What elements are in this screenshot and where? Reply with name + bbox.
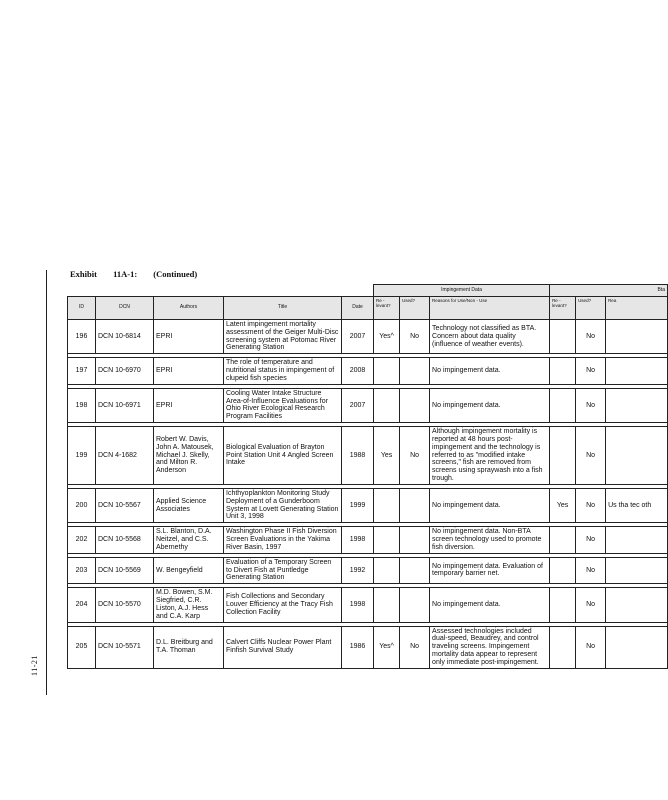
cell-bta-used: No bbox=[576, 488, 606, 522]
cell-id: 200 bbox=[68, 488, 96, 522]
cell-id: 198 bbox=[68, 388, 96, 422]
table-row bbox=[68, 320, 668, 354]
col-header-authors: Authors bbox=[154, 297, 224, 320]
cell-dcn: DCN 10-6971 bbox=[96, 388, 154, 422]
col-header-bta-relevant: Re - levant? bbox=[550, 297, 576, 320]
group-header-row bbox=[68, 285, 668, 297]
col-header-bta-reasons: Rea bbox=[606, 297, 668, 320]
cell-title: Biological Evaluation of Brayton Point Station Unit 4 Angled Screen Intake bbox=[224, 427, 342, 485]
exhibit-number: 11A-1: bbox=[113, 269, 138, 279]
cell-bta-reasons bbox=[606, 557, 668, 583]
cell-date: 2007 bbox=[342, 320, 374, 354]
cell-imp-relevant: Yes^ bbox=[374, 626, 400, 668]
cell-date: 1999 bbox=[342, 488, 374, 522]
cell-imp-relevant bbox=[374, 527, 400, 553]
cell-bta-relevant: Yes bbox=[550, 488, 576, 522]
cell-bta-reasons bbox=[606, 427, 668, 485]
cell-bta-reasons bbox=[606, 588, 668, 622]
cell-imp-relevant bbox=[374, 358, 400, 384]
cell-title: Fish Collections and Secondary Louver Efficiency at the Tracy Fish Collection Facility bbox=[224, 588, 342, 622]
cell-id: 205 bbox=[68, 626, 96, 668]
cell-imp-relevant bbox=[374, 488, 400, 522]
cell-imp-used bbox=[400, 358, 430, 384]
cell-id: 196 bbox=[68, 320, 96, 354]
cell-bta-relevant bbox=[550, 358, 576, 384]
cell-imp-used: No bbox=[400, 320, 430, 354]
cell-bta-used: No bbox=[576, 527, 606, 553]
side-page-number: 11-21 bbox=[30, 655, 39, 676]
table-body bbox=[68, 320, 668, 669]
col-header-title: Title bbox=[224, 297, 342, 320]
exhibit-title bbox=[70, 269, 211, 279]
cell-bta-used: No bbox=[576, 358, 606, 384]
cell-imp-reasons: No impingement data. Evaluation of temporary barrier net. bbox=[430, 557, 550, 583]
cell-bta-relevant bbox=[550, 626, 576, 668]
cell-imp-reasons: No impingement data. Non-BTA screen technology used to promote fish diversion. bbox=[430, 527, 550, 553]
cell-authors: W. Bengeyfield bbox=[154, 557, 224, 583]
cell-title: Washington Phase II Fish Diversion Screen Evaluations in the Yakima River Basin, 1997 bbox=[224, 527, 342, 553]
cell-date: 1992 bbox=[342, 557, 374, 583]
cell-id: 202 bbox=[68, 527, 96, 553]
cell-imp-used: No bbox=[400, 626, 430, 668]
col-header-bta-used: Used? bbox=[576, 297, 606, 320]
group-header-blank bbox=[68, 285, 374, 297]
cell-title: Ichthyoplankton Monitoring Study Deployment of a Gunderboom System at Lovett Generating Station Unit 3, 1998 bbox=[224, 488, 342, 522]
cell-title: Evaluation of a Temporary Screen to Divert Fish at Puntledge Generating Station bbox=[224, 557, 342, 583]
cell-date: 1998 bbox=[342, 588, 374, 622]
cell-imp-relevant: Yes^ bbox=[374, 320, 400, 354]
cell-bta-relevant bbox=[550, 527, 576, 553]
cell-id: 197 bbox=[68, 358, 96, 384]
cell-id: 199 bbox=[68, 427, 96, 485]
table-row bbox=[68, 388, 668, 422]
col-header-imp-relevant: Re - levant? bbox=[374, 297, 400, 320]
cell-title: Calvert Cliffs Nuclear Power Plant Finfish Survival Study bbox=[224, 626, 342, 668]
cell-authors: M.D. Bowen, S.M. Siegfried, C.R. Liston, A.J. Hess and C.A. Karp bbox=[154, 588, 224, 622]
table-container bbox=[67, 284, 666, 695]
group-header-impingement: Impingement Data bbox=[374, 285, 550, 297]
cell-bta-relevant bbox=[550, 427, 576, 485]
cell-imp-relevant: Yes bbox=[374, 427, 400, 485]
cell-bta-relevant bbox=[550, 320, 576, 354]
cell-imp-used: No bbox=[400, 427, 430, 485]
cell-imp-reasons: Assessed technologies included dual-speed, Beaudrey, and control traveling screens. Impingement mortality data appear to represent only immediate post-impingement. bbox=[430, 626, 550, 668]
cell-title: The role of temperature and nutritional status in impingement of clupeid fish species bbox=[224, 358, 342, 384]
cell-authors: EPRI bbox=[154, 358, 224, 384]
cell-title: Cooling Water Intake Structure Area-of-Influence Evaluations for Ohio River Ecological Research Program Facilities bbox=[224, 388, 342, 422]
cell-bta-reasons: Us tha tec oth bbox=[606, 488, 668, 522]
cell-imp-used bbox=[400, 588, 430, 622]
cell-bta-relevant bbox=[550, 388, 576, 422]
cell-id: 203 bbox=[68, 557, 96, 583]
cell-authors: Applied Science Associates bbox=[154, 488, 224, 522]
table-row bbox=[68, 427, 668, 485]
cell-bta-used: No bbox=[576, 388, 606, 422]
table-row bbox=[68, 527, 668, 553]
cell-dcn: DCN 10-6970 bbox=[96, 358, 154, 384]
cell-bta-used: No bbox=[576, 557, 606, 583]
cell-dcn: DCN 4-1682 bbox=[96, 427, 154, 485]
cell-dcn: DCN 10-5570 bbox=[96, 588, 154, 622]
studies-table bbox=[67, 284, 668, 669]
cell-imp-used bbox=[400, 488, 430, 522]
group-header-bta: Bta bbox=[550, 285, 668, 297]
cell-bta-reasons bbox=[606, 320, 668, 354]
cell-date: 2008 bbox=[342, 358, 374, 384]
page-margin-line bbox=[46, 270, 47, 695]
cell-imp-reasons: No impingement data. bbox=[430, 388, 550, 422]
cell-imp-used bbox=[400, 388, 430, 422]
cell-authors: D.L. Breitburg and T.A. Thoman bbox=[154, 626, 224, 668]
cell-bta-used: No bbox=[576, 588, 606, 622]
cell-id: 204 bbox=[68, 588, 96, 622]
cell-dcn: DCN 10-5569 bbox=[96, 557, 154, 583]
cell-authors: EPRI bbox=[154, 320, 224, 354]
cell-imp-used bbox=[400, 557, 430, 583]
cell-authors: S.L. Blanton, D.A. Neitzel, and C.S. Abernethy bbox=[154, 527, 224, 553]
column-header-row bbox=[68, 297, 668, 320]
cell-date: 1998 bbox=[342, 527, 374, 553]
col-header-imp-reasons: Reasons for Use/Non - Use bbox=[430, 297, 550, 320]
cell-bta-relevant bbox=[550, 557, 576, 583]
table-row bbox=[68, 557, 668, 583]
col-header-id: ID bbox=[68, 297, 96, 320]
cell-bta-reasons bbox=[606, 388, 668, 422]
cell-bta-used: No bbox=[576, 320, 606, 354]
table-row bbox=[68, 358, 668, 384]
cell-bta-used: No bbox=[576, 626, 606, 668]
cell-imp-reasons: No impingement data. bbox=[430, 488, 550, 522]
cell-date: 1986 bbox=[342, 626, 374, 668]
cell-imp-used bbox=[400, 527, 430, 553]
cell-dcn: DCN 10-5568 bbox=[96, 527, 154, 553]
cell-authors: EPRI bbox=[154, 388, 224, 422]
cell-imp-reasons: No impingement data. bbox=[430, 358, 550, 384]
cell-imp-relevant bbox=[374, 388, 400, 422]
table-row bbox=[68, 588, 668, 622]
cell-dcn: DCN 10-5571 bbox=[96, 626, 154, 668]
exhibit-label: Exhibit bbox=[70, 269, 97, 279]
cell-bta-relevant bbox=[550, 588, 576, 622]
cell-imp-reasons: Although impingement mortality is reported at 48 hours post-impingement and the technology is referred to as "modified intake screens," fish are removed from screens using spraywash into a fish trough. bbox=[430, 427, 550, 485]
cell-bta-used: No bbox=[576, 427, 606, 485]
cell-imp-relevant bbox=[374, 557, 400, 583]
cell-dcn: DCN 10-6814 bbox=[96, 320, 154, 354]
cell-imp-reasons: No impingement data. bbox=[430, 588, 550, 622]
cell-authors: Robert W. Davis, John A. Matousek, Michael J. Skelly, and Milton R. Anderson bbox=[154, 427, 224, 485]
table-row bbox=[68, 488, 668, 522]
exhibit-continued: (Continued) bbox=[153, 269, 198, 279]
cell-title: Latent impingement mortality assessment of the Geiger Multi-Disc screening system at Potomac River Generating Station bbox=[224, 320, 342, 354]
col-header-date: Date bbox=[342, 297, 374, 320]
cell-imp-reasons: Technology not classified as BTA. Concern about data quality (influence of weather events). bbox=[430, 320, 550, 354]
cell-date: 2007 bbox=[342, 388, 374, 422]
table-row bbox=[68, 626, 668, 668]
cell-dcn: DCN 10-5567 bbox=[96, 488, 154, 522]
cell-bta-reasons bbox=[606, 626, 668, 668]
cell-bta-reasons bbox=[606, 358, 668, 384]
col-header-imp-used: Used? bbox=[400, 297, 430, 320]
cell-date: 1988 bbox=[342, 427, 374, 485]
cell-bta-reasons bbox=[606, 527, 668, 553]
cell-imp-relevant bbox=[374, 588, 400, 622]
col-header-dcn: DCN bbox=[96, 297, 154, 320]
